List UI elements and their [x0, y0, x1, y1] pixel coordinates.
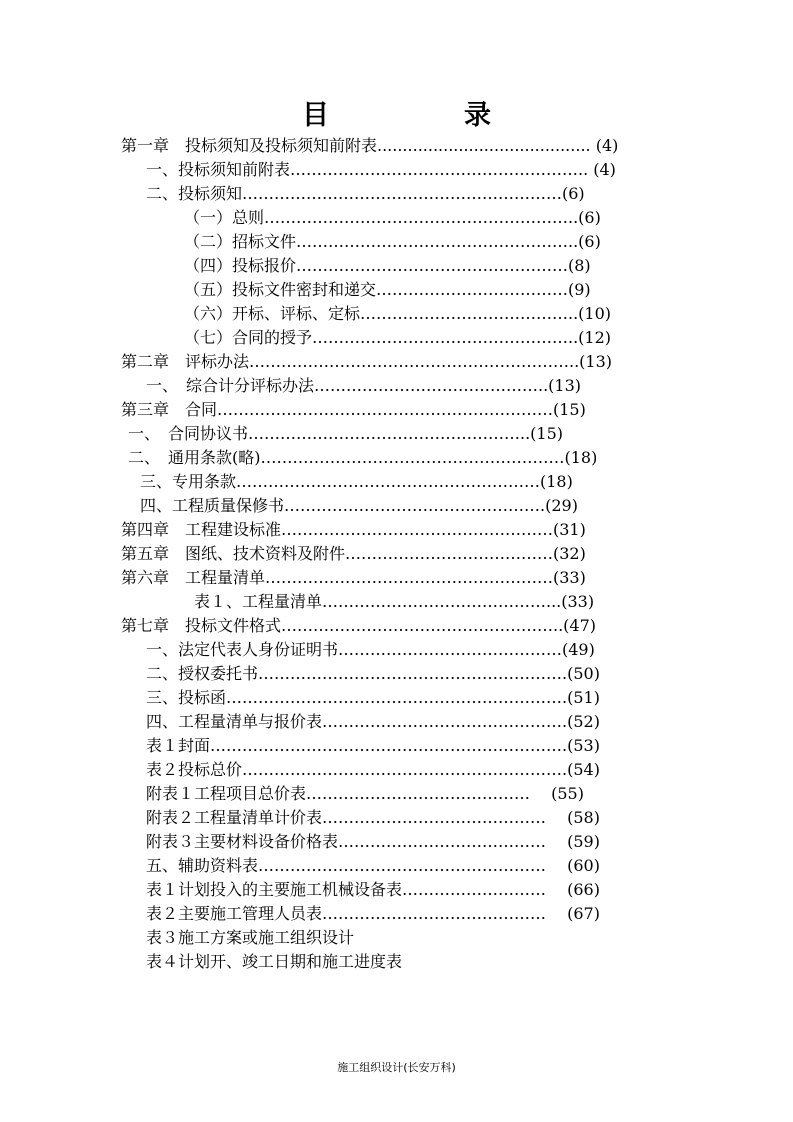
toc-entry[interactable]: 三、投标函……………………………………………………….(51) — [146, 688, 600, 707]
toc-entry[interactable]: 四、工程量清单与报价表……………………………………….(52) — [146, 712, 600, 731]
toc-entry[interactable]: 附表１工程项目总价表…………………………………… (55) — [146, 784, 584, 803]
toc-entry[interactable]: 表１、工程量清单……………………………………...(33) — [194, 592, 595, 611]
toc-entry[interactable]: 附表３主要材料设备价格表………………………………… (59) — [146, 832, 600, 851]
toc-entry[interactable]: 一、投标须知前附表……………………………………………….. (4) — [146, 160, 616, 179]
toc-entry[interactable]: 一、法定代表人身份证明书……………………………………(49) — [146, 640, 595, 659]
toc-entry[interactable]: 附表２工程量清单计价表…………………………………… (58) — [146, 808, 600, 827]
toc-entry[interactable]: 二、投标须知……………………………………………………(6) — [146, 184, 585, 203]
toc-entry[interactable]: 二、授权委托书………………………………………………….(50) — [146, 664, 600, 683]
toc-entry[interactable]: 三、专用条款…………………………………………………(18) — [140, 472, 573, 491]
toc-entry[interactable]: 一、 合同协议书……………………………………………..(15) — [128, 424, 564, 443]
toc-entry[interactable]: 二、 通用条款(略)…………………………………………………(18) — [128, 448, 598, 467]
toc-entry[interactable]: 四、工程质量保修书………………………………………….(29) — [140, 496, 578, 515]
toc-entry[interactable]: （二）招标文件……………………………………………..(6) — [184, 232, 601, 251]
toc-entry-chapter-5[interactable]: 第五章 图纸、技术资料及附件…………………………………(32) — [121, 544, 586, 563]
toc-entry[interactable]: 表２主要施工管理人员表…………………………………… (67) — [146, 904, 600, 923]
toc-entry[interactable]: 表３施工方案或施工组织设计 — [146, 928, 355, 947]
toc-entry[interactable]: （四）投标报价……………………………………………(8) — [184, 256, 591, 275]
toc-entry-chapter-4[interactable]: 第四章 工程建设标准……………………………………………(31) — [121, 520, 586, 539]
toc-entry[interactable]: 五、辅助资料表……………………………………………… (60) — [146, 856, 600, 875]
toc-entry-chapter-6[interactable]: 第六章 工程量清单………………………………………………(33) — [121, 568, 586, 587]
toc-entry[interactable]: 表１封面………………………………………………………….(53) — [146, 736, 600, 755]
toc-entry[interactable]: （七）合同的授予…………………………………………..(12) — [184, 328, 612, 347]
toc-entry-chapter-3[interactable]: 第三章 合同………………………………………………………(15) — [121, 400, 586, 419]
toc-entry-chapter-2[interactable]: 第二章 评标办法……………………………………………………..(13) — [121, 352, 613, 371]
toc-entry[interactable]: 表２投标总价…………………………………………………….(54) — [146, 760, 600, 779]
toc-entry[interactable]: （五）投标文件密封和递交………………………………(9) — [184, 280, 591, 299]
toc-entry[interactable]: 表１计划投入的主要施工机械设备表……………………… (66) — [146, 880, 600, 899]
toc-entry[interactable]: 一、 综合计分评标办法……………………………………..(13) — [146, 376, 582, 395]
toc-entry-chapter-7[interactable]: 第七章 投标文件格式……………………………………………..(47) — [121, 616, 597, 635]
toc-entry-chapter-1[interactable]: 第一章 投标须知及投标须知前附表.......................................... (4) — [121, 136, 619, 155]
toc-entry[interactable]: （六）开标、评标、定标…………………………………..(10) — [184, 304, 612, 323]
page-title: 目 录 — [302, 100, 545, 131]
toc-entry[interactable]: （一）总则…………………………………………………..(6) — [184, 208, 601, 227]
toc-entry[interactable]: 表４计划开、竣工日期和施工进度表 — [146, 952, 403, 971]
page-footer: 施工组织设计(长安万科) — [337, 1061, 456, 1074]
